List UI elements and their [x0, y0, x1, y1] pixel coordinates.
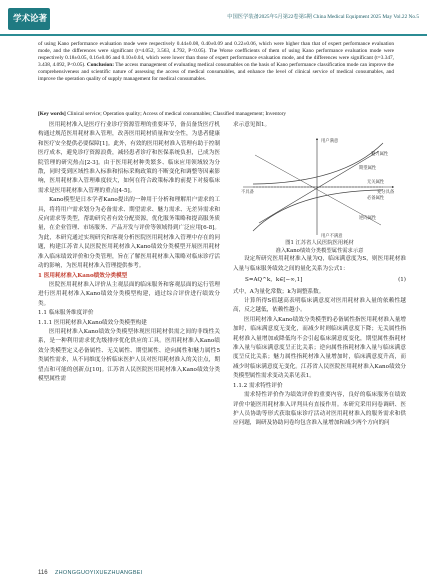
paragraph: 需求特性评价作为绩效评价的重要内容，良好的临床服务在绩效评价中能医用耗材准入评判具有直接作用。本研究采用问卷调研、医护人员协助等形式获取临床诊疗活动对医用耗材准入的服务需求和供应问题，调研及协助问卷均包含准入量增加和减少两个方向的问 — [233, 392, 406, 427]
page-number: 116 — [38, 570, 48, 576]
header-divider — [0, 34, 427, 36]
kano-diagram — [233, 133, 406, 239]
paragraph: 医院医用耗材准入评价从主观层面的临床服务和客观层面的运行管理进行医用耗材准入Kano绩效分类模型构建，通过综合评价进行绩效分类。 — [38, 281, 220, 307]
paragraph: 式中，A为量化常数；k为调整系数。 — [233, 288, 325, 295]
performance-label: 期望属性 — [359, 166, 377, 172]
x-left-label: 不具备 — [241, 190, 254, 196]
section-heading: 1 医用耗材准入Kano绩效分类模型 — [38, 272, 128, 279]
right-column — [233, 121, 406, 429]
keywords-text: Clinical service; Operation quality; Access of medical consumables; Classified management; Inventory — [65, 111, 287, 117]
page-header — [0, 0, 427, 36]
paragraph: 设定所研究医用耗材准入量为Q，临床满意度为S，则医用耗材准入量与临床服务绩效之间的量化关系为公式1： — [233, 256, 406, 272]
paragraph: 医用耗材准入Kano绩效分类模型体现医用耗材供需之间的非线性关系，是一种利用需求优先级排序优化供应的工具。医用耗材准入Kano绩效分类模型定义必备属性、无关属性、期望属性、逆向属性和魅力属性5类属性需求，从不同维度分析临床医护人员对医用耗材准入的关注点，期望点和可能的创新点[10]。江苏省人民医院医用耗材准入Kano绩效分类模型属性需 — [38, 328, 220, 382]
kano-figure — [233, 133, 406, 239]
paragraph: 计算所得S值越高表明临床满意度对医用耗材准入量的依赖性越高，反之越低，依赖性越小。 — [233, 298, 406, 314]
abstract-results: of using Kano performance evaluation mode were respectively 0.44±0.08, 0.40±0.09 and 0.22±0.06, which were higher than that of expert performance evaluation mode, and the differences were significant (t=4.052, 3.563, 4.792, P<0.05). The Worse coefficients of them of using Kano performance evaluation mode were respectively 0.18±0.05, 0.16±0.06 and 0.10±0.04, which were lower than those of expert performance evaluation mode, and the differences were significant (t=3.347, 3.438, 4.092, P<0.05). — [38, 41, 394, 68]
y-bottom-label: 用户不满意 — [321, 234, 343, 240]
paragraph: Kano模型是日本学者Kano提出的一种用于分析和理解用户需求的工具，将将用户需求划分为必备需求、期望需求、魅力需求、无差异需求和反向需求等类型，帮助研究者有效分配资源，优化服务策略和提高服务质量，在企业管理、市场服务、产品开发与评价等领域得到广泛应用[6-8]。为此，本研究通过实现研究和客观分析医院医用耗材准入管理中存在的问题，构建江苏省人民医院医用耗材准入Kano绩效分类模型开展医用耗材准入临床绩效评价和分类管理，旨在了解医用耗材准入策略对临床诊疗活动的影响，为医用耗材准入管理提供参考。 — [38, 197, 220, 270]
paragraph: 医用耗材准入Kano绩效分类模型的必备属性指医用耗材准入量增加时，临床满意度无变化，而减少时则临床满意度下降；无关属性指耗材准入量增加或降低均不会引起临床满意度变化，期望属性指耗材准入量与临床满意度呈正比关系；逆向属性指耗材准入量与临床满意度呈反比关系；魅力属性指耗材准入量增加时，临床满意度升高，而减少时临床满意度无变化。江苏省人民医院医用耗材准入Kano绩效分类模型属性需求变动关系见表1。 — [233, 316, 406, 380]
indifferent-label: 无关属性 — [367, 180, 385, 186]
basic-curve — [253, 190, 383, 231]
keywords — [38, 111, 394, 118]
paragraph: 求示意见图1。 — [233, 122, 271, 128]
excitement-label: 魅力属性 — [371, 152, 389, 158]
column-logo-text: 学术论著 — [13, 14, 48, 24]
journal-pinyin: ZHONGGUOYIXUEZHUANGBEI — [55, 570, 143, 576]
formula-number: (1) — [398, 277, 406, 284]
x-right-label: 充分具备 — [377, 190, 395, 196]
abstract-english — [38, 41, 394, 83]
excitement-curve — [253, 143, 383, 184]
figure-caption-line-2: 准入Kano绩效分类模型属性需求示意 — [275, 248, 364, 255]
journal-line: 中国医学装备2025年5月第22卷第5期 China Medical Equipment 2025 May Vol.22 No.5 — [227, 14, 419, 20]
keywords-label: [Key words] — [38, 111, 66, 117]
reverse-label: 逆向属性 — [359, 216, 377, 222]
paragraph: 医用耗材准入是医疗行业诊疗资源管理的重要环节，备员备货医疗机构通过规范医用耗材准入管理，改善医用耗材质量和安全性，为患者健康和医疗安全提供必要保障[1]。此外，有效的医用耗材准入管理有助于控制医疗成本，避免诊疗资源浪费，减轻患者诊疗和医保系统负担，已成为医院管理的研究热点[2-3]。由于医用耗材种类繁多、临床应用领域较为分散，同时受到区域性准入标准和招标采购政策的不断变化和调整等因素影响，医用耗材准入管理难度较大，如何在符合政策标准的前提下对接临床需求是医用耗材准入管理的重点[4-5]。 — [38, 122, 220, 194]
page-footer — [0, 566, 427, 579]
y-top-label: 用户满意 — [321, 139, 339, 145]
conclusion-text: The access management of evaluating medical consumables on the basis of Kano performance classification mode can improve the comprehensiveness and scientific nature of assessing the access of medical consumables, and enhance the level of clinical service of medical consumables, and improve the operation quality of supply management for medical consumables. — [38, 62, 394, 82]
formula — [233, 276, 406, 285]
conclusion-label: Conclusion: — [86, 62, 114, 68]
left-column — [38, 121, 220, 384]
figure-caption-line-1: 图1 江苏省人民医院医用耗材 — [285, 240, 354, 247]
subsection-heading: 1.1.1 医用耗材准入Kano绩效分类模型构建 — [38, 319, 147, 326]
basic-label: 必备属性 — [367, 196, 385, 202]
formula-text: S=AQ^k，k∈[−∞,1] — [245, 277, 303, 284]
subsection-heading: 1.1 临床服务维度评价 — [38, 310, 94, 317]
subsection-heading: 1.1.2 需求特性评价 — [233, 382, 283, 389]
